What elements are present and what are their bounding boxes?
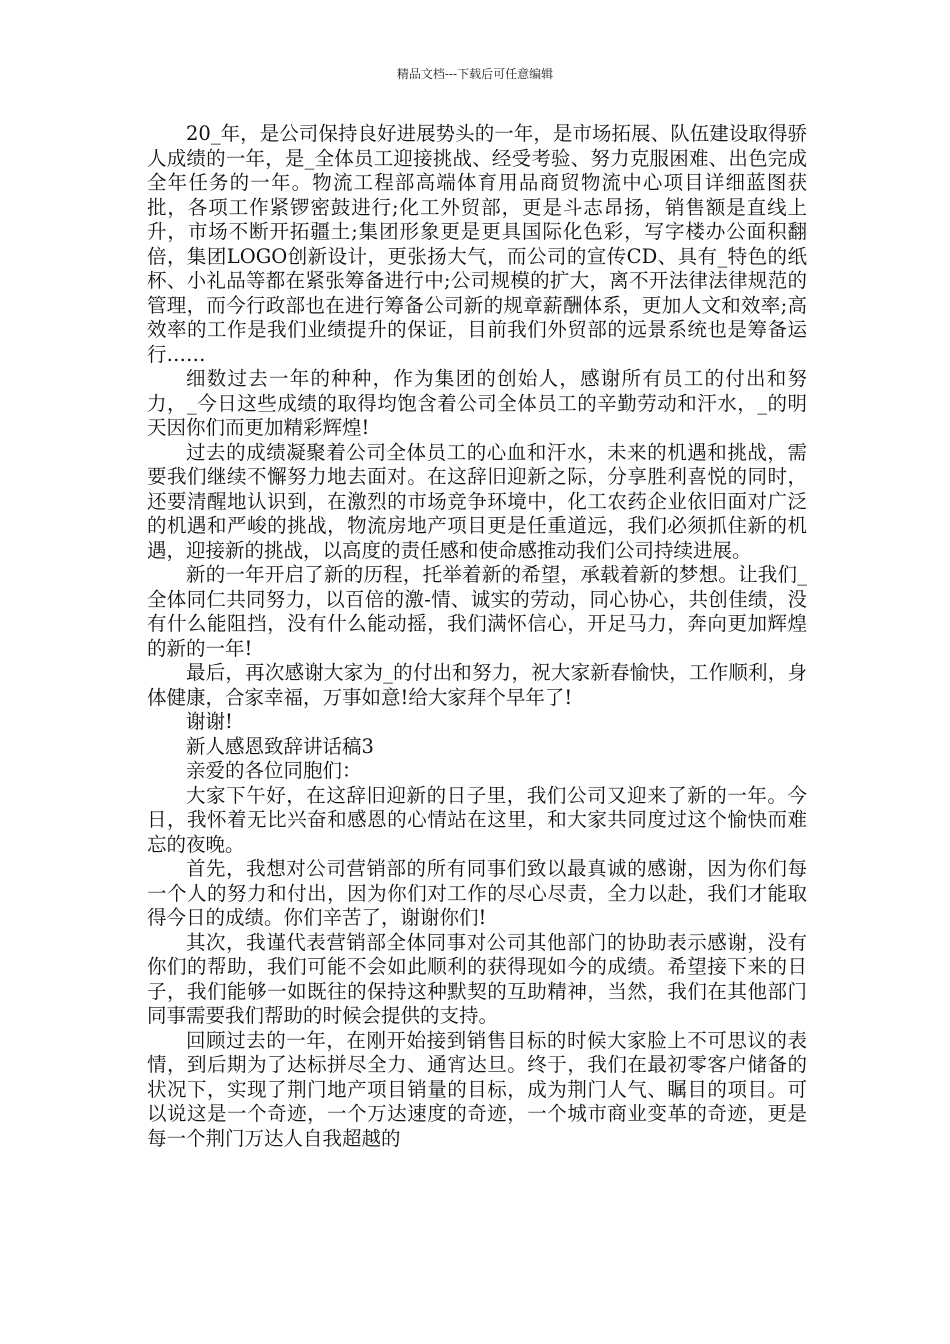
paragraph: 新的一年开启了新的历程，托举着新的希望，承载着新的梦想。让我们_全体同仁共同努力，以百倍的激-情、诚实的劳动，同心协心，共创佳绩，没有什么能阻挡，没有什么能动摇，我们满怀信心，开足马力，奔向更加辉煌的新的一年!	[147, 563, 807, 660]
paragraph: 大家下午好，在这辞旧迎新的日子里，我们公司又迎来了新的一年。今日，我怀着无比兴奋和感恩的心情站在这里，和大家共同度过这个愉快而难忘的夜晚。	[147, 783, 807, 856]
page-header: 精品文档---下载后可任意编辑	[396, 67, 554, 81]
section-title: 新人感恩致辞讲话稿3	[186, 734, 374, 758]
salutation: 亲爱的各位同胞们：	[186, 759, 362, 782]
paragraph: 回顾过去的一年，在刚开始接到销售目标的时候大家脸上不可思议的表情，到后期为了达标拼尽全力、通宵达旦。终于，我们在最初零客户储备的状况下，实现了荆门地产项目销量的目标，成为荆门人气、瞩目的项目。可以说这是一个奇迹，一个万达速度的奇迹，一个城市商业变革的奇迹，更是每一个荆门万达人自我超越的	[147, 1028, 807, 1150]
paragraph: 谢谢!	[186, 710, 233, 733]
paragraph: 其次，我谨代表营销部全体同事对公司其他部门的协助表示感谢，没有你们的帮助，我们可能不会如此顺利的获得现如今的成绩。希望接下来的日子，我们能够一如既往的保持这种默契的互助精神，当然，我们在其他部门同事需要我们帮助的时候会提供的支持。	[147, 930, 807, 1027]
paragraph: 首先，我想对公司营销部的所有同事们致以最真诚的感谢，因为你们每一个人的努力和付出，因为你们对工作的尽心尽责，全力以赴，我们才能取得今日的成绩。你们辛苦了，谢谢你们!	[147, 857, 807, 929]
document-body	[147, 122, 807, 1151]
paragraph: 细数过去一年的种种，作为集团的创始人，感谢所有员工的付出和努力，_今日这些成绩的取得均饱含着公司全体员工的辛勤劳动和汗水，_的明天因你们而更加精彩辉煌!	[147, 367, 807, 439]
paragraph: 过去的成绩凝聚着公司全体员工的心血和汗水，未来的机遇和挑战，需要我们继续不懈努力地去面对。在这辞旧迎新之际，分享胜利喜悦的同时，还要清醒地认识到，在激烈的市场竞争环境中，化工农药企业依旧面对广泛的机遇和严峻的挑战，物流房地产项目更是任重道远，我们必须抓住新的机遇，迎接新的挑战，以高度的责任感和使命感推动我们公司持续进展。	[147, 440, 807, 562]
paragraph: 最后，再次感谢大家为_的付出和努力，祝大家新春愉快，工作顺利，身体健康，合家幸福，万事如意!给大家拜个早年了!	[147, 661, 807, 709]
paragraph: 20_年，是公司保持良好进展势头的一年，是市场拓展、队伍建设取得骄人成绩的一年，是_全体员工迎接挑战、经受考验、努力克服困难、出色完成全年任务的一年。物流工程部高端体育用品商贸物流中心项目详细蓝图获批，各项工作紧锣密鼓进行;化工外贸部，更是斗志昂扬，销售额是直线上升，市场不断开拓疆土;集团形象更是更具国际化色彩，写字楼办公面积翻倍，集团LOGO创新设计，更张扬大气，而公司的宣传CD、具有_特色的纸杯、小礼品等都在紧张筹备进行中;公司规模的扩大，离不开法律法律规范的管理，而今行政部也在进行筹备公司新的规章薪酬体系，更加人文和效率;高效率的工作是我们业绩提升的保证，目前我们外贸部的远景系统也是筹备运行……	[147, 122, 807, 366]
